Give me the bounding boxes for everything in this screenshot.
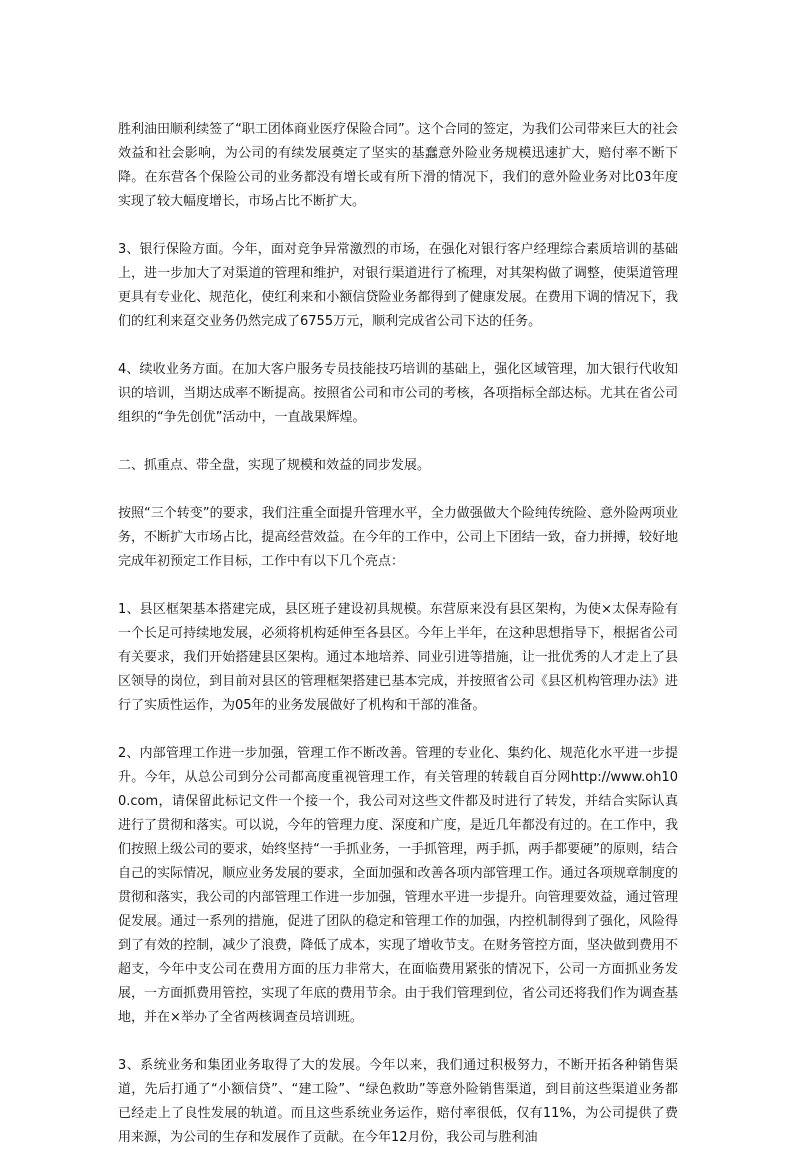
paragraph-internal-management: 2、内部管理工作进一步加强，管理工作不断改善。管理的专业化、集约化、规范化水平进一步提升。今年，从总公司到分公司都高度重视管理工作，有关管理的转载自百分网http://www.oh100.com，请保留此标记文件一个接一个，我公司对这些文件都及时进行了转发，并结合实际认真进行了贯彻和落实。可以说，今年的管理力度、深度和广度，是近几年都没有过的。在工作中，我们按照上级公司的要求，始终坚持“一手抓业务，一手抓管理，两手抓，两手都要硬”的原则，结合自己的实际情况，顺应业务发展的要求，全面加强和改善各项内部管理工作。通过各项规章制度的贯彻和落实，我公司的内部管理工作进一步加强，管理水平进一步提升。向管理要效益，通过管理促发展。通过一系列的措施，促进了团队的稳定和管理工作的加强，内控机制得到了强化，风险得到了有效的控制，减少了浪费，降低了成本，实现了增收节支。在财务管控方面，坚决做到费用不超支，今年中支公司在费用方面的压力非常大，在面临费用紧张的情况下，公司一方面抓业务发展，一方面抓费用管控，实现了年底的费用节余。由于我们管理到位，省公司还将我们作为调查基地，并在×举办了全省两核调查员培训班。 — [118, 746, 678, 1025]
paragraph-county-framework: 1、县区框架基本搭建完成，县区班子建设初具规模。东营原来没有县区架构，为使×太保寿险有一个长足可持续地发展，必须将机构延伸至各县区。今年上半年，在这种思想指导下，根据省公司有关要求，我们开始搭建县区架构。通过本地培养、同业引进等措施，让一批优秀的人才走上了县区领导的岗位，到目前对县区的管理框架搭建已基本完成，并按照省公司《县区机构管理办法》进行了实质性运作，为05年的业务发展做好了机构和干部的准备。 — [118, 602, 678, 713]
paragraph-renewal-business: 4、续收业务方面。在加大客户服务专员技能技巧培训的基础上，强化区域管理，加大银行代收知识的培训，当期达成率不断提高。按照省公司和市公司的考核，各项指标全部达标。尤其在省公司组织的“争先创优”活动中，一直战果辉煌。 — [118, 362, 678, 425]
paragraph-system-business: 3、系统业务和集团业务取得了大的发展。今年以来，我们通过积极努力，不断开拓各种销售渠道，先后打通了“小额信贷”、“建工险”、“绿色救助”等意外险销售渠道，到目前这些渠道业务都已经走上了良性发展的轨道。而且这些系统业务运作，赔付率很低，仅有11%，为公司提供了费用来源，为公司的生存和发展作了贡献。在今年12月份，我公司与胜利油 — [118, 1058, 678, 1145]
paragraph-insurance-contract: 胜利油田顺利续签了“职工团体商业医疗保险合同”。这个合同的签定，为我们公司带来巨大的社会效益和社会影响，为公司的有续发展奠定了坚实的基蠢意外险业务规模迅速扩大，赔付率不断下降。在东营各个保险公司的业务都没有增长或有所下滑的情况下，我们的意外险业务对比03年度实现了较大幅度增长，市场占比不断扩大。 — [118, 122, 678, 209]
paragraph-bank-insurance: 3、银行保险方面。今年，面对竞争异常激烈的市场，在强化对银行客户经理综合素质培训的基础上，进一步加大了对渠道的管理和维护，对银行渠道进行了梳理，对其架构做了调整，使渠道管理更具有专业化、规范化，使红利来和小额信贷险业务都得到了健康发展。在费用下调的情况下，我们的红利来趸交业务仍然完成了6755万元，顺利完成省公司下达的任务。 — [118, 242, 678, 329]
section-heading: 二、抓重点、带全盘，实现了规模和效益的同步发展。 — [118, 458, 431, 473]
document-body — [118, 118, 678, 1174]
paragraph-three-changes: 按照“三个转变”的要求，我们注重全面提升管理水平，全力做强做大个险纯传统险、意外险两项业务，不断扩大市场占比，提高经营效益。在今年的工作中，公司上下团结一致，奋力拼搏，较好地完成年初预定工作目标，工作中有以下几个亮点： — [118, 506, 678, 569]
